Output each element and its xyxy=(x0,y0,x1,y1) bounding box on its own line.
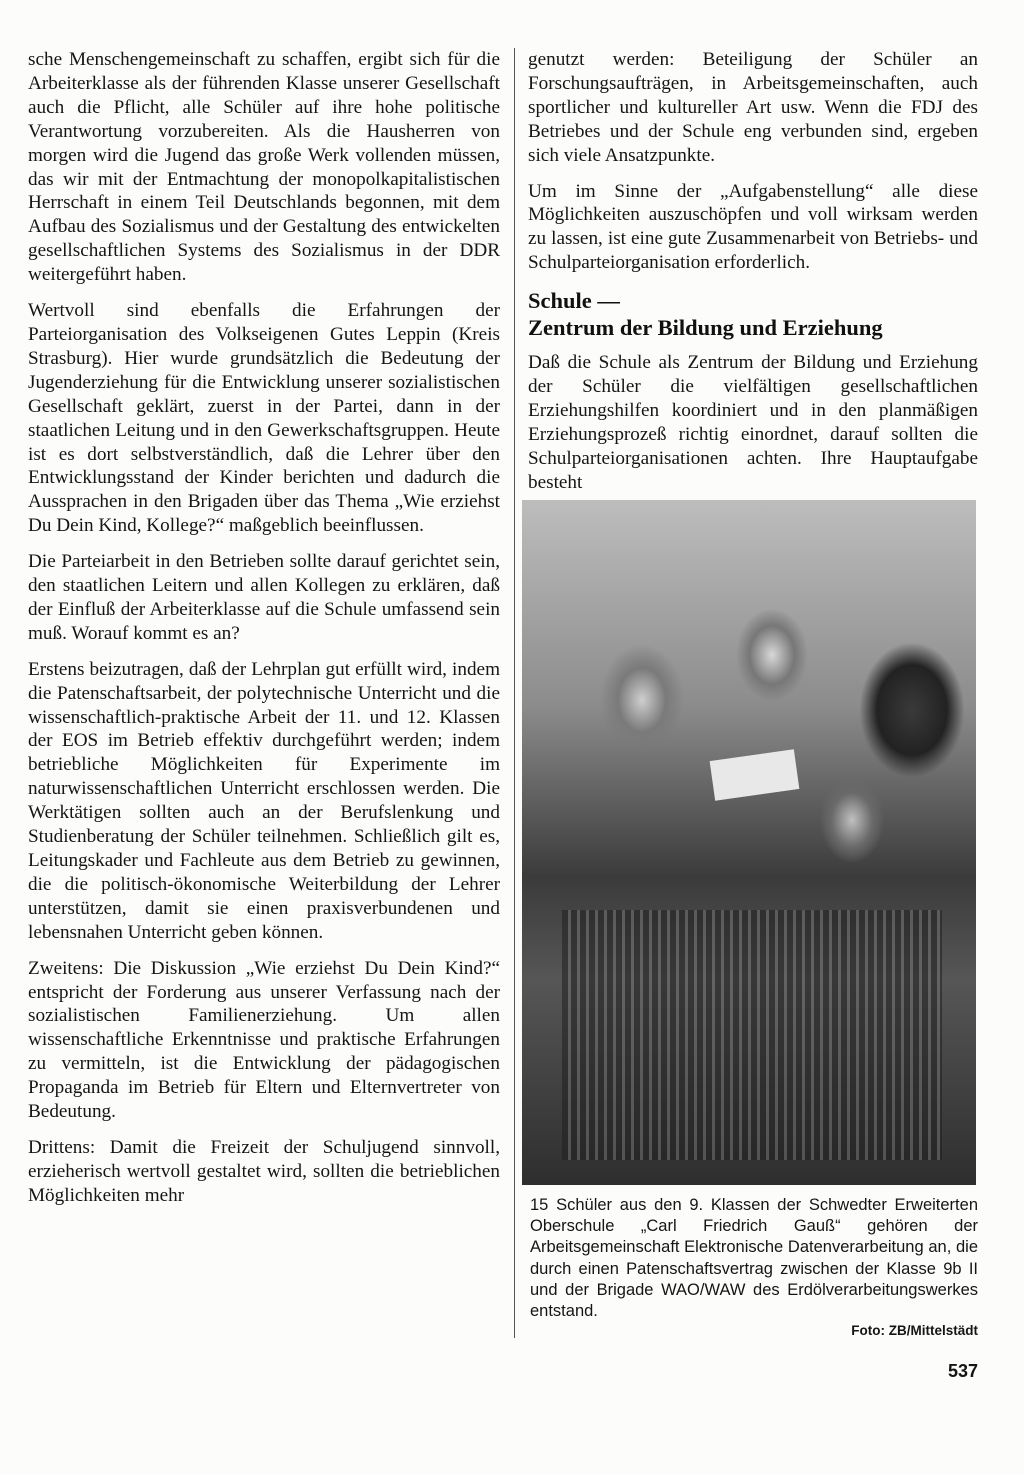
paragraph: Drittens: Damit die Freizeit der Schuljugend sinnvoll, erzieherisch wertvoll gestaltet wird, sollten die betrieblichen Möglichkeiten mehr xyxy=(28,1136,500,1206)
paragraph: Wertvoll sind ebenfalls die Erfahrungen der Parteiorganisation des Volkseigenen Gutes Leppin (Kreis Strasburg). Hier wurde grundsätzlich die Bedeutung der Jugenderziehung für die Entwicklung unserer sozialistischen Gesellschaft geklärt, zuerst in der Partei, dann in der staatlichen Leitung und in den Gewerkschaftsgruppen. Heute ist es dort selbstverständlich, daß die Lehrer über den Entwicklungsstand der Kinder berichten und dadurch die Aussprachen in den Brigaden über das Thema „Wie erziehst Du Dein Kind, Kollege?“ maßgeblich beeinflussen. xyxy=(28,300,500,537)
paragraph: Um im Sinne der „Aufgabenstellung“ alle diese Möglichkeiten auszuschöpfen und voll wirksam werden zu lassen, ist eine gute Zusammenarbeit von Betriebs- und Schulparteiorganisation erforderlich. xyxy=(528,180,978,274)
photo-credit: Foto: ZB/Mittelstädt xyxy=(851,1323,978,1338)
section-heading-line2: Zentrum der Bildung und Erziehung xyxy=(528,315,883,341)
photo-caption: 15 Schüler aus den 9. Klassen der Schwedter Erweiterten Oberschule „Carl Friedrich Gauß“ gehören der Arbeitsgemeinschaft Elektronische Datenverarbeitung an, die durch einen Patenschaftsvertrag zwischen der Klasse 9b II und der Brigade WAO/WAW des Erdölverarbeitungswerkes entstand. xyxy=(530,1196,978,1321)
photo-paper-sheet xyxy=(710,749,800,800)
left-text-column xyxy=(28,48,500,1220)
photo-students-computer xyxy=(522,500,976,1185)
paragraph: sche Menschengemeinschaft zu schaffen, ergibt sich für die Arbeiterklasse als der führenden Klasse unserer Gesellschaft auch die Pflicht, alle Schüler auf ihre hohe politische Verantwortung vorzubereiten. Als die Hausherren von morgen wird die Jugend das große Werk vollenden müssen, das wir mit der Entmachtung der monopolkapitalistischen Herrschaft in einem Teil Deutschlands begonnen, mit dem Aufbau des Sozialismus und der Gestaltung des entwickelten gesellschaftlichen Systems des Sozialismus in der DDR weitergeführt haben. xyxy=(28,49,500,286)
section-heading-line1: Schule — xyxy=(528,288,620,314)
photo-circuit-panel xyxy=(562,910,942,1160)
column-divider xyxy=(514,48,515,1338)
paragraph: Zweitens: Die Diskussion „Wie erziehst Du Dein Kind?“ entspricht der Forderung aus unserer Verfassung nach der sozialistischen Familienerziehung. Um allen wissenschaftliche Erkenntnisse und praktische Erfahrungen zu vermitteln, ist die Entwicklung der pädagogischen Propaganda im Betrieb für Eltern und Elternvertreter von Bedeutung. xyxy=(28,957,500,1123)
section-heading xyxy=(528,287,978,341)
paragraph: Daß die Schule als Zentrum der Bildung und Erziehung der Schüler die vielfältigen gesellschaftlichen Erziehungshilfen koordiniert und in den planmäßigen Erziehungsprozeß richtig einordnet, darauf sollten die Schulparteiorganisationen achten. Ihre Hauptaufgabe besteht xyxy=(528,352,978,493)
right-text-column xyxy=(528,48,978,507)
page-number: 537 xyxy=(947,1361,978,1381)
paragraph: Die Parteiarbeit in den Betrieben sollte darauf gerichtet sein, den staatlichen Leitern und allen Kollegen zu erklären, daß der Einfluß der Arbeiterklasse auf die Schule umfassend sein muß. Worauf kommt es an? xyxy=(28,551,500,644)
paragraph: genutzt werden: Beteiligung der Schüler an Forschungsaufträgen, in Arbeitsgemeinschaften, auch sportlicher und kultureller Art usw. Wenn die FDJ des Betriebes und der Schule eng verbunden sind, ergeben sich viele Ansatzpunkte. xyxy=(528,49,978,166)
paragraph: Erstens beizutragen, daß der Lehrplan gut erfüllt wird, indem die Patenschaftsarbeit, der polytechnische Unterricht und die wissenschaftlich-praktische Arbeit der 11. und 12. Klassen der EOS im Betrieb effektiv durchgeführt werden; indem betriebliche Möglichkeiten für Experimente im naturwissenschaftlichen Unterricht erschlossen werden. Die Werktätigen sollten auch an der Berufslenkung und Studienberatung der Schüler teilnehmen. Schließlich gilt es, Leitungskader und Fachleute aus dem Betrieb zu gewinnen, die die politisch-ökonomische Weiterbildung der Lehrer unterstützen, damit sie einen praxisverbundenen und lebensnahen Unterricht geben können. xyxy=(28,658,500,943)
